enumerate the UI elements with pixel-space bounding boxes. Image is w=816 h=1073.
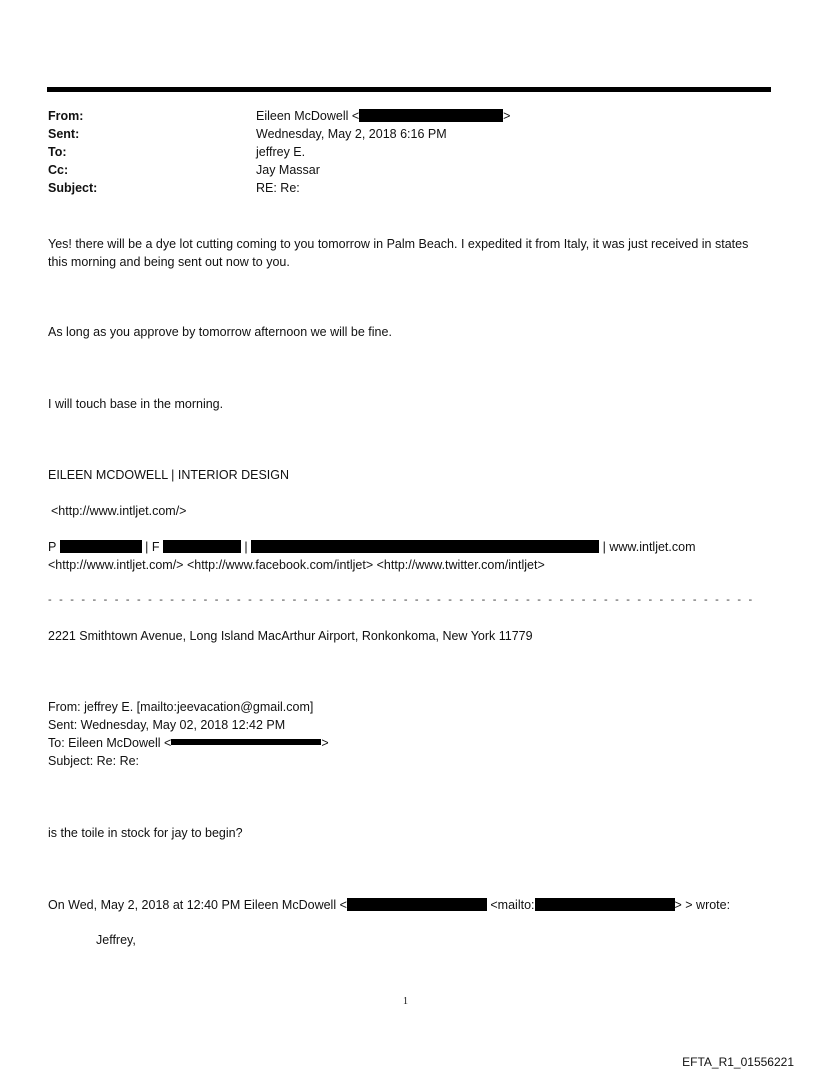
body-paragraph-3: I will touch base in the morning. (48, 397, 224, 411)
top-rule (47, 87, 771, 92)
fax-separator: | F (145, 540, 160, 554)
quoted-question: is the toile in stock for jay to begin? (48, 826, 243, 840)
greeting: Jeffrey, (96, 933, 136, 947)
quoted-to-close: > (321, 736, 329, 750)
from-name: Eileen McDowell < (256, 109, 360, 123)
phone-prefix: P (48, 540, 57, 554)
mailto-text: <mailto: (490, 898, 535, 912)
cc-label: Cc: (48, 163, 69, 177)
cc-value: Jay Massar (256, 163, 320, 177)
redaction-bar (251, 540, 599, 553)
to-label: To: (48, 145, 67, 159)
signature-links[interactable]: <http://www.intljet.com/> <http://www.facebook.com/intljet> <http://www.twitter.com/intljet> (48, 558, 545, 572)
page-number: 1 (403, 996, 408, 1007)
subject-value: RE: Re: (256, 181, 300, 195)
subject-label: Subject: (48, 181, 98, 195)
from-close: > (503, 109, 511, 123)
dashed-separator: - - - - - - - - - - - - - - - - - - - - - - - - - - - - - - - - - - - - - - - - - - - - - - - - - - - - - - - - - - - - - - - - (48, 594, 755, 606)
sent-value: Wednesday, May 2, 2018 6:16 PM (256, 127, 447, 141)
from-value (256, 109, 510, 123)
redaction-bar (163, 540, 241, 553)
redaction-bar (535, 898, 675, 911)
redaction-bar (347, 898, 487, 911)
on-prefix: On Wed, May 2, 2018 at 12:40 PM Eileen McDowell < (48, 898, 347, 912)
quoted-subject: Subject: Re: Re: (48, 754, 140, 768)
to-value: jeffrey E. (256, 145, 306, 159)
quoted-to (48, 736, 329, 750)
document-id: EFTA_R1_01556221 (682, 1055, 794, 1069)
separator: | (244, 540, 248, 554)
from-label: From: (48, 109, 84, 123)
quoted-from: From: jeffrey E. [mailto:jeevacation@gmail.com] (48, 700, 314, 714)
wrote-text: > > wrote: (674, 898, 731, 912)
sent-label: Sent: (48, 127, 80, 141)
website-text: | www.intljet.com (602, 540, 696, 554)
redaction-bar (171, 739, 321, 745)
signature-name: EILEEN MCDOWELL | INTERIOR DESIGN (48, 468, 290, 482)
signature-contact-line (48, 540, 696, 554)
reply-attribution (48, 898, 730, 912)
redaction-bar (359, 109, 503, 122)
body-paragraph-1: Yes! there will be a dye lot cutting coming to you tomorrow in Palm Beach. I expedited it from Italy, it was just received in states this morning and being sent out now to you. (48, 237, 749, 269)
signature-address: 2221 Smithtown Avenue, Long Island MacArthur Airport, Ronkonkoma, New York 11779 (48, 629, 533, 643)
quoted-sent: Sent: Wednesday, May 02, 2018 12:42 PM (48, 718, 286, 732)
signature-link-home[interactable]: <http://www.intljet.com/> (51, 504, 187, 518)
body-paragraph-2: As long as you approve by tomorrow afternoon we will be fine. (48, 325, 392, 339)
redaction-bar (60, 540, 142, 553)
quoted-to-text: To: Eileen McDowell < (48, 736, 172, 750)
